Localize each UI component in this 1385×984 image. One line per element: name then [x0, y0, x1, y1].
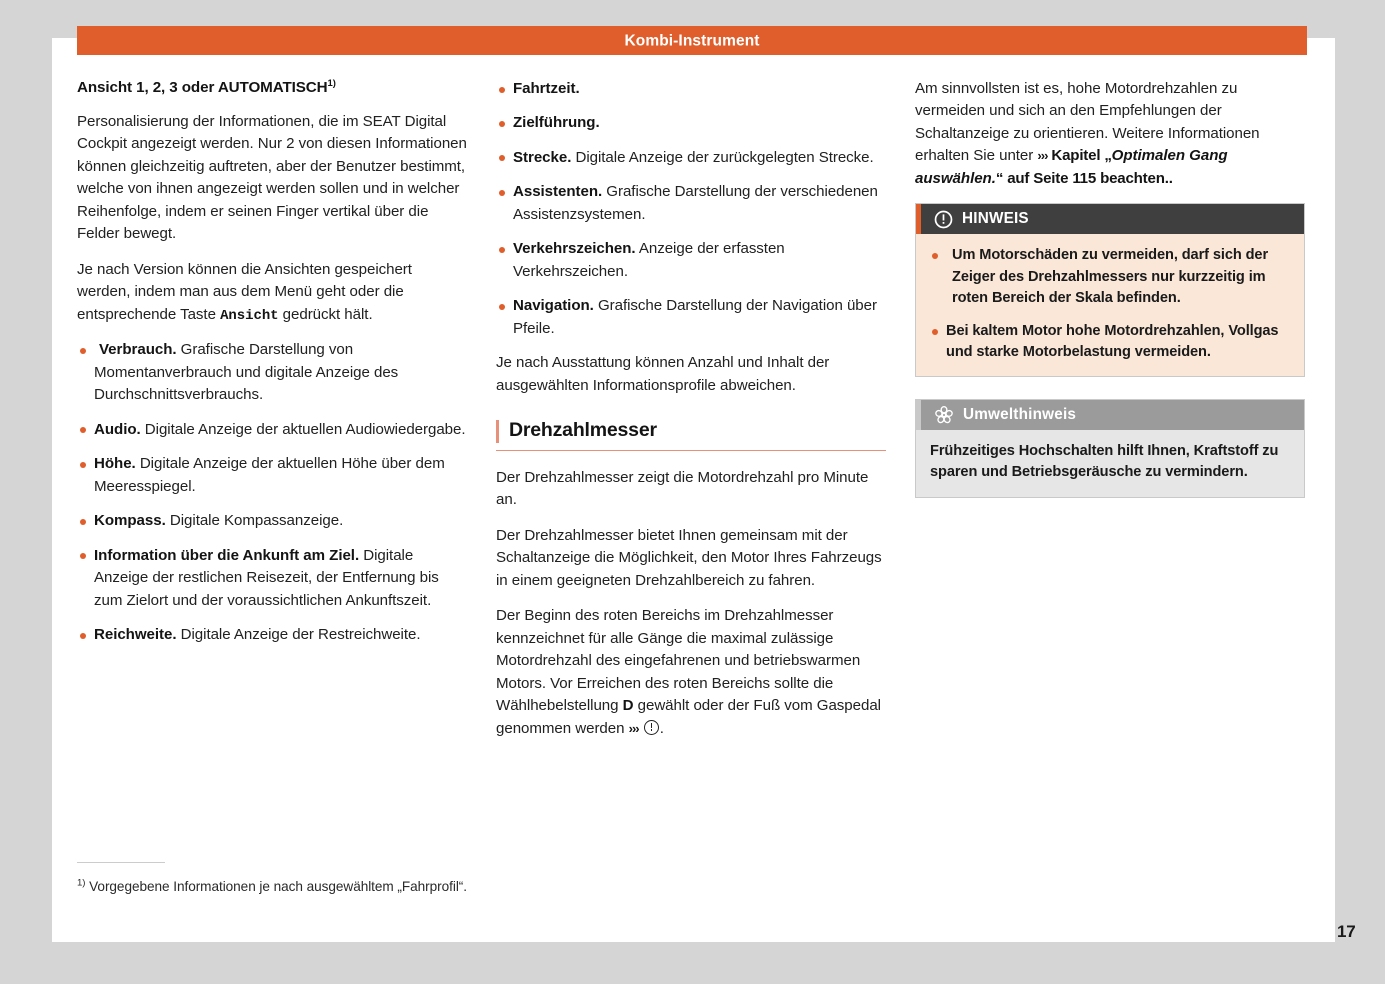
list-item — [496, 112, 886, 134]
page-number: 17 — [1337, 922, 1356, 941]
button-name-ansicht: Ansicht — [220, 307, 279, 324]
list-item-text: Anzeige der erfassten Verkehrszeichen. — [513, 240, 785, 280]
paragraph-personalisierung: Personalisierung der Informationen, die im SEAT Digital Cockpit angezeigt werden. Nur 2 von diesen Informationen können gleichzeitig auftreten, aber der Benutzer bestimmt, welche von ihnen angezeigt werden sollen und in welcher Reihenfolge, indem er seinen Finger vertikal über die Felder bewegt. — [77, 112, 467, 243]
list-item-text: Digitale Anzeige der aktuellen Höhe über dem Meeresspiegel. — [94, 455, 445, 495]
list-item — [496, 147, 886, 169]
paragraph-ansichten-speichern — [77, 259, 467, 327]
list-item-text: Digitale Anzeige der Restreichweite. — [176, 626, 421, 644]
notice-callout-title: HINWEIS — [962, 210, 1029, 228]
paragraph-schaltanzeige-part1: Am sinnvollsten ist es, hohe Motordrehzahlen zu vermeiden und sich an den Empfehlungen der Schaltanzeige zu orientieren. Weitere Informationen erhalten Sie unter — [915, 80, 1260, 165]
list-item-text: Grafische Darstellung von Momentanverbrauch und digitale Anzeige des Durchschnittsverbrauchs. — [94, 341, 399, 404]
list-item-text: Digitale Anzeige der zurückgelegten Strecke. — [571, 148, 874, 166]
warning-circle-icon — [934, 210, 953, 229]
list-item — [77, 624, 467, 646]
notice-callout-body — [916, 234, 1304, 376]
paragraph-drehzahlmesser-1: Der Drehzahlmesser zeigt die Motordrehzahl pro Minute an. — [496, 468, 869, 509]
section-heading-text: Drehzahlmesser — [509, 419, 657, 442]
list-item — [77, 510, 467, 532]
environment-callout-box — [915, 399, 1305, 497]
list-item-lead: Kompass. — [94, 512, 166, 530]
list-item — [496, 78, 886, 100]
column-right — [915, 78, 1305, 520]
footnote-line — [77, 877, 777, 896]
environment-callout-body — [916, 430, 1304, 496]
footnote-marker: 1) — [77, 877, 86, 889]
list-item — [496, 295, 886, 340]
footnote-text: Vorgegebene Informationen je nach ausgewähltem „Fahrprofil“. — [85, 879, 468, 895]
footnote-block — [77, 862, 777, 896]
footnote-divider — [77, 862, 165, 863]
list-item — [77, 419, 467, 441]
list-item-lead: Assistenten. — [513, 183, 603, 201]
running-head-banner — [77, 26, 1307, 55]
list-item — [496, 181, 886, 226]
footnote-marker: 1) — [327, 77, 336, 89]
flower-icon — [934, 405, 954, 425]
paragraph-roter-bereich — [496, 605, 886, 740]
notice-list-item: Um Motorschäden zu vermeiden, darf sich der Zeiger des Drehzahlmessers nur kurzzeitig im roten Bereich der Skala befinden. — [930, 245, 1290, 308]
list-item-lead: Reichweite. — [94, 626, 177, 644]
list-item — [77, 545, 467, 612]
paragraph-roter-bereich-part1: Der Beginn des roten Bereichs im Drehzahlmesser kennzeichnet für alle Gänge die maximal zulässige Motordrehzahl des eingefahrenen und betriebswarmen Motors. Vor Erreichen des roten Bereichs sollte die Wählhebelstellung — [496, 607, 861, 715]
cross-reference-chevrons-icon: ››› — [1037, 148, 1048, 164]
list-item-text: Grafische Darstellung der Navigation über Pfeile. — [513, 297, 877, 337]
content-columns — [77, 78, 1309, 838]
cross-reference-suffix: “ auf Seite 115 beachten.. — [995, 169, 1173, 187]
column-left — [77, 78, 467, 659]
list-item-text: Grafische Darstellung der verschiedenen Assistenzsystemen. — [513, 183, 878, 223]
paragraph-ansichten-part1: Je nach Version können die Ansichten gespeichert werden, indem man aus dem Menü geht oder die entsprechende Taste — [77, 260, 412, 323]
list-item-lead: Strecke. — [513, 148, 572, 166]
column-middle — [496, 78, 886, 753]
list-item-lead: Fahrtzeit. — [513, 80, 580, 97]
paragraph-roter-bereich-end: . — [659, 719, 664, 737]
list-item-text: Digitale Kompassanzeige. — [165, 512, 344, 530]
paragraph-drehzahlmesser-2: Der Drehzahlmesser bietet Ihnen gemeinsam mit der Schaltanzeige die Möglichkeit, den Motor Ihres Fahrzeugs in einem geeigneten Drehzahlbereich zu fahren. — [496, 526, 882, 589]
list-item-lead: Verbrauch. — [99, 341, 177, 359]
list-item-lead: Verkehrszeichen. — [513, 240, 636, 258]
cross-reference-prefix: Kapitel „ — [1047, 147, 1112, 165]
notice-callout-header — [916, 204, 1304, 234]
list-item — [77, 339, 467, 406]
cross-reference-chevrons-icon: ››› — [628, 720, 639, 736]
list-item-lead: Höhe. — [94, 455, 136, 473]
section-subheading-text: Ansicht 1, 2, 3 oder AUTOMATISCH — [77, 79, 328, 96]
environment-callout-header — [916, 400, 1304, 430]
paragraph-roter-bereich-part2: gewählt oder der Fuß vom Gaspedal genommen werden — [496, 697, 881, 737]
paragraph-schaltanzeige — [915, 78, 1305, 190]
running-head-title: Kombi-Instrument — [624, 31, 760, 49]
list-item-lead: Audio. — [94, 420, 141, 438]
notice-list-item: Bei kaltem Motor hohe Motordrehzahlen, Vollgas und starke Motorbelastung vermeiden. — [930, 321, 1290, 363]
list-item — [496, 238, 886, 283]
list-item-lead: Information über die Ankunft am Ziel. — [94, 546, 360, 564]
environment-callout-title: Umwelthinweis — [963, 406, 1077, 424]
paragraph-ausstattung: Je nach Ausstattung können Anzahl und Inhalt der ausgewählten Informationsprofile abweichen. — [496, 354, 830, 394]
list-item — [77, 453, 467, 498]
notice-callout-box — [915, 203, 1305, 377]
list-item-lead: Navigation. — [513, 297, 594, 315]
paragraph-ansichten-part2: gedrückt hält. — [278, 305, 373, 323]
list-item-lead: Zielführung. — [513, 114, 600, 132]
list-item-text: Digitale Anzeige der restlichen Reisezeit, der Entfernung bis zum Zielort und der voraussichtlichen Ankunftszeit. — [94, 546, 439, 609]
gear-selector-label: D — [622, 697, 634, 715]
section-heading-drehzahlmesser — [496, 419, 886, 450]
warning-circle-icon — [644, 720, 659, 735]
environment-callout-text: Frühzeitiges Hochschalten hilft Ihnen, Kraftstoff zu sparen und Betriebsgeräusche zu vermindern. — [930, 443, 1279, 481]
list-item-text: Digitale Anzeige der aktuellen Audiowiedergabe. — [140, 420, 466, 438]
cross-reference-title: Optimalen Gang auswählen. — [915, 147, 1228, 187]
section-subheading — [77, 78, 467, 98]
